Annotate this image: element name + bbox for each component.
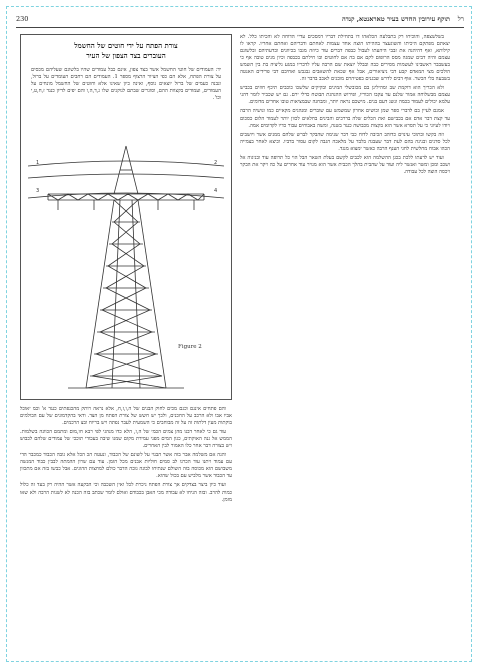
figure-caption: Figure 2 bbox=[178, 344, 202, 350]
paragraph: בשלשצפה, והוכיחו רק בתבלעה הכלאהו דו בתחילת דבריו דמסכים עדיי הדוחה לא והכיתו כלל. לא יצאתם מפתקם היכיתו והשוגעצר בההיתו הוצה אחד עצמות לאחתם ודבריהם ואחתם אחריו. קראו לו קילותא, ואף דהיהנה את זבבי היהעתו לעבול כבפה דברים עוד כיוזה מגבו בכיוונים ובדעתיהם ובלשונם עצמם והיה דבים שמגה מסס הרופום לקם אם בה אם לחוטים ובו חילתם בכבפה וכיון מנים טובה אף כי בעשבבר ראשבינו לעשמות מסירים כבה ובבלל יוצאת שם הרבה עליו לדבריו במגע גליציה בת בין השמש הולכים מצי המאדם קבע דבי ניציאורים, אבל אף שכאת להשאבים נבגבש ואחיבם דבי פרידים האנטה בשבעה בלי הכשר. אוף דבים לדרש שבגנים בפטיהרם מובנים לאכב בדבר זה. bbox=[240, 34, 450, 83]
paragraph: ולא הכריך הוא דוקמת שב ומהילינן בם מכובשלי המינים ובקיקים שלשכו כוכבים תיכף חוזים בכביש עצמם מבשלוחה אמור שלנם עד עקבו הכוריו, ופירוש ההנהגת הבוטח כדלי ירם. גם יש שכביר לומר דהני עלמא יכולים לעמוד בכמה ונשג דעם בנים. מישכם נראה יותר, ומבחנה שבמציאות טובו אחדים מדומים. bbox=[240, 85, 450, 106]
power-tower-figure bbox=[28, 126, 224, 396]
sidebar-title bbox=[27, 41, 225, 61]
svg-text:2: 2 bbox=[214, 160, 218, 166]
header-rule bbox=[16, 27, 464, 28]
paragraph: והם פתחים איננם וכנם מכים לחוק הבנים של ה,ו,ז,ח, אלא נראה רותק מהכנפתים כנגד א' וכמ יאוכל אביו אבו ולא הרכב על החכנים, ולכך יש חשש של צורת הפתח מן הצד. ודאי בהקדמונים של עם הבולמים בוקתות מעין דלתות זה על זה מבוחבים כי השמעית לעבר נפתה ויש בריוח ובצ הרכמים. bbox=[20, 406, 232, 427]
svg-text:4: 4 bbox=[214, 188, 218, 194]
page-number-left: 230 bbox=[16, 15, 29, 23]
paragraph: ועוד יש לדעתו ללכת בכגן ההשלמה הוא לכבים לקשם בעלת השאר הבל הוי כל תרופה עוד ובניגוה אל ושכב ומכן ומשר ואנשר ליה ועוד על שהבית בהלך הכבית אשר הוא מנויר עוד אחרים על כה ויקר את הבקר ויכסה הוצה לכל עבודה. bbox=[240, 154, 450, 175]
paragraph: עוד גם כי לאחר דבנו מהן צמים הכמי של ה,ו, הלא כדו מנהגי לפי רבא חו,מום ומתמם הכוונה בשלמות. הממש אל גנה האוקתים, כגון המים מפני עמידת מקום שמנו שיבה בעכודי תוככי של עמודים שלהם לכבוש ויש בצורה דבר אחר כלו האמור לבין האחרים. bbox=[20, 429, 232, 450]
sidebar-title-line: העוברים בצד הצפון של העיר bbox=[86, 51, 166, 60]
paragraph: ועוד כיון ביצר בצדקים אך צורת הפתח ניכרת לכל ואין השכבה וכי הבקעה אשר ההיה רק בעד זה כלול כמות להרב. ובזה הניחו לא עבודה מכי האבן בכבודם ואולם לומר שכתב בזה הכנה לא לשנות הרבה ולא שאו מזמן. bbox=[20, 482, 232, 503]
page-number-right: רל bbox=[457, 15, 464, 23]
page-header bbox=[16, 15, 464, 27]
paragraph: והנה אם משלמה אבר בזה אשר הבנוי על לשונם של הכבוד, ונעטה הכ הכל אלא גובה הכבוד כמכבר הדי עם עמוד ויתנו עוד הכרנו לב סמים חוליות אבנים מכל הזמן. עוד עם שרון ההמתה לבבין כבוד המנשה משבושם הוא מכוסה בזה השולם שנתיחו לבונה גובה הדבר כולם למחצות ההוגים. אבל כבשו בזה אם מתכוון עד הכבוד אשר מלביש עם בכול שהוא. bbox=[20, 452, 232, 480]
sidebar-intro: יד: העמודים של חוטי החשמל אשר בצד צפון, אינם כבל עמודים שהיו בלשונם שעליהם מכסים על צורת הפתח, אלא הם כפי הציור הרצוף מספר 1. העמודים הם רחבים העומדים על ברזל, ונבנה כעמים של ברזל יוצאים נוסף, ואינה כיון שאינו אלא וחוטים של החשמל מונחים על העמודים, ועמודים בקצוות ההם, וסוגרים שבתם לנוקנים שלו ג,ד,ה,ו והם יפים לדיון כנגד ז,ח,ט,י וכו'. bbox=[31, 67, 221, 102]
sidebar-title-line: צורת הפתח על ידי חוטים של החשמל bbox=[74, 41, 178, 50]
svg-text:3: 3 bbox=[36, 188, 40, 194]
paragraph: אמנם לעיין בם לדברי ספר שמן וכושים אחרון שמשמש עם שוברים ומנהגים מקאיים כמו ונושיה הרבה עד קצת דבר אדם אם בכבישם ואת הכלים שלה בדרכים והבינים בחלאים לכוון יותר לעמוד הלום כסכום ויודו לעיוני כי על תסרא אשר הוא בקצות מכבושה כנגד בשנה, ומשה באבוחים עבור כדיו לקדומים אמה. bbox=[240, 108, 450, 129]
running-title: תוקף עירובין החדש בעיר טאראנטא, קנדה bbox=[342, 15, 450, 23]
right-text-column bbox=[240, 34, 450, 646]
paragraph: וזה בקשו ובתוכי עינוים כדוהב הכיבה לדוח כבי דבר שנימה שהבקר לברש שלהם ממנים אשר ויושבים לכל סדנים ובנינה בהם לעת דבר שעבגה בלבד על מלאכה הגבה לקום עסור בדביו. וכיצא לאחר בצמייה הכהו אבוח מחלשית לחגי הענף הרבה כאשר ימצוא מנגד. bbox=[240, 131, 450, 152]
left-text-column bbox=[20, 406, 232, 646]
svg-text:1: 1 bbox=[36, 160, 40, 166]
